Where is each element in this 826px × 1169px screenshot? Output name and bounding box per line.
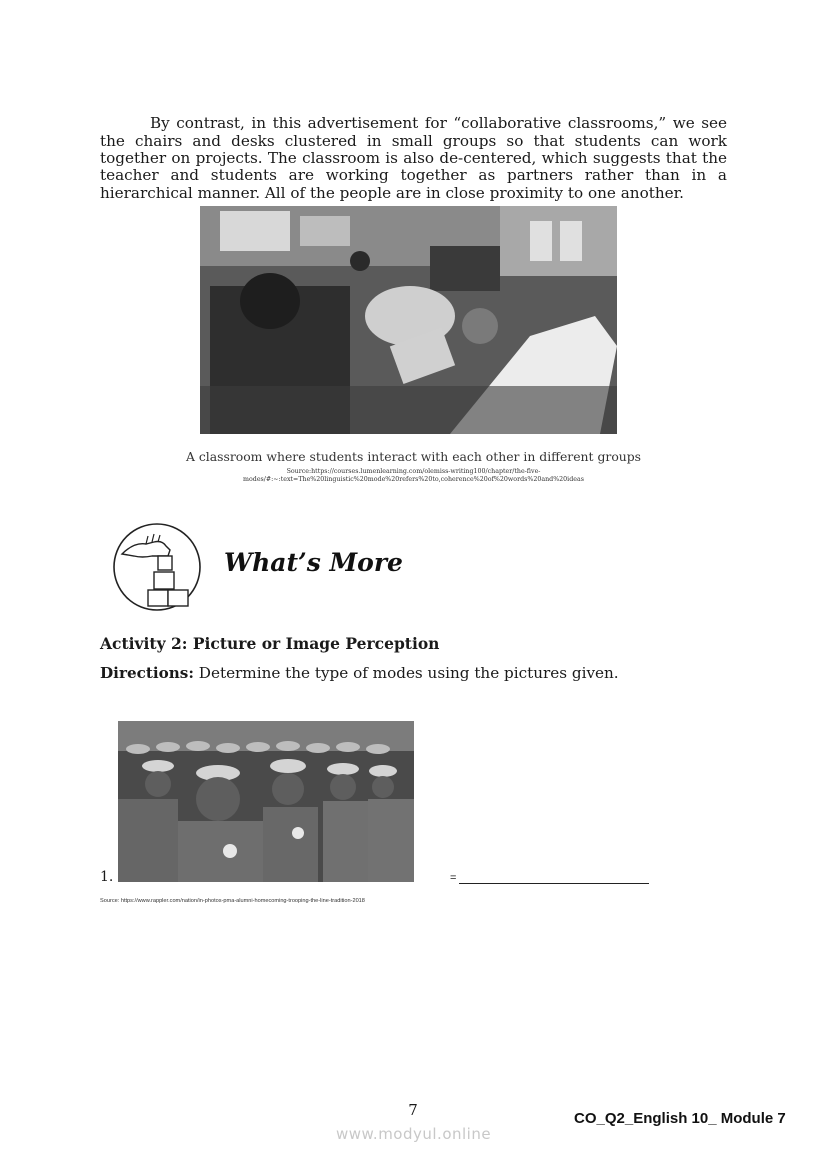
classroom-photo bbox=[200, 206, 617, 434]
page-number: 7 bbox=[408, 1101, 418, 1119]
figure-source-line-1: Source:https://courses.lumenlearning.com/olemiss-writing100/chapter/the-five- bbox=[286, 468, 541, 475]
module-label: CO_Q2_English 10_ Module 7 bbox=[574, 1110, 786, 1127]
directions-text: Determine the type of modes using the pictures given. bbox=[193, 664, 619, 682]
figure-source-line-2: modes/#:~:text=The%20linguistic%20mode%20refers%20to,coherence%20of%20words%20and%20ideas bbox=[243, 476, 584, 483]
figure-caption: A classroom where students interact with each other in different groups bbox=[185, 449, 642, 464]
hand-stacking-blocks-icon bbox=[112, 522, 202, 612]
answer-line[interactable] bbox=[450, 872, 649, 884]
figure-source bbox=[180, 468, 647, 484]
cadets-photo bbox=[118, 721, 414, 882]
cadets-photo-graphic bbox=[118, 721, 414, 882]
section-title: What’s More bbox=[224, 548, 403, 577]
watermark: www.modyul.online bbox=[336, 1125, 492, 1143]
item-number: 1. bbox=[100, 869, 114, 885]
paragraph-text: By contrast, in this advertisement for “collaborative classrooms,” we see the chairs and desks clustered in small groups so that students can work together on projects. The classroom is also de-centered, which suggests that the teacher and students are working together as partners rather than in a hierarchical manner. All of the people are in close proximity to one another. bbox=[100, 114, 727, 202]
activity-title: Activity 2: Picture or Image Perception bbox=[100, 634, 440, 653]
equals-sign: = bbox=[450, 872, 457, 884]
body-paragraph bbox=[100, 115, 727, 202]
photo-source: Source: https://www.rappler.com/nation/in-photos-pma-alumni-homecoming-trooping-the-line-tradition-2018 bbox=[100, 898, 365, 904]
answer-blank[interactable] bbox=[459, 873, 649, 884]
directions-label: Directions: bbox=[100, 664, 194, 682]
classroom-photo-graphic bbox=[200, 206, 617, 434]
directions bbox=[100, 664, 619, 682]
